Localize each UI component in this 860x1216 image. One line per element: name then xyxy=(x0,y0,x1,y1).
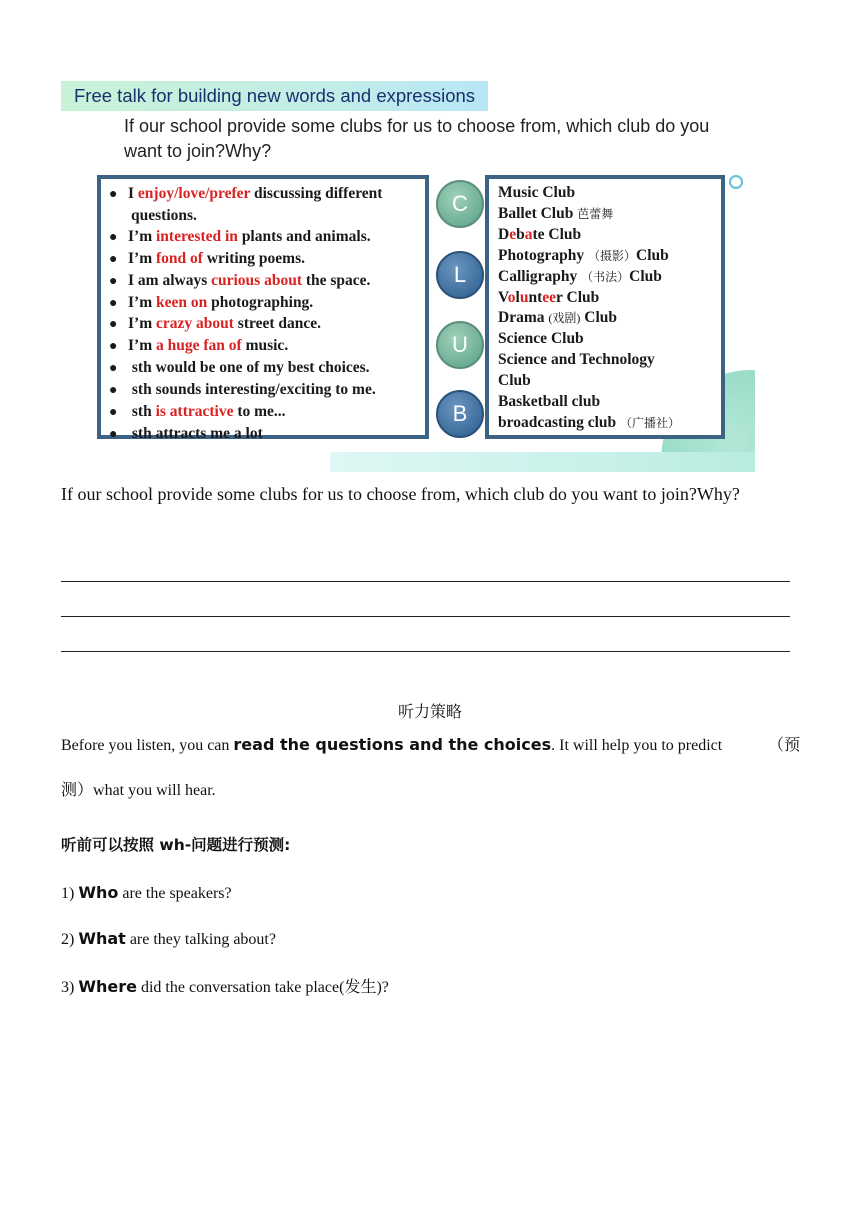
expression-segment: street dance. xyxy=(233,315,321,333)
club-segment: broadcasting club xyxy=(498,413,621,431)
club-segment: Calligraphy xyxy=(498,267,582,285)
bullet-icon: ● xyxy=(109,317,118,333)
expression-segment: sth would be one of my best choices. xyxy=(128,359,370,377)
intro-before: Before you listen, you can xyxy=(61,737,234,754)
item-number: 2) xyxy=(61,931,79,948)
bullet-icon: ● xyxy=(109,229,118,245)
item-keyword: Who xyxy=(78,883,119,902)
strategy-item-3 xyxy=(61,976,389,999)
expression-segment: the space. xyxy=(301,271,371,289)
club-name-line xyxy=(498,183,721,204)
club-letter-b: B xyxy=(436,390,484,438)
item-cn: 发生 xyxy=(344,977,377,996)
expression-segment: sth xyxy=(128,403,156,421)
expression-segment: fond of xyxy=(155,249,203,267)
expression-segment: enjoy/love/prefer xyxy=(137,185,251,202)
item-keyword: What xyxy=(78,929,126,948)
expression-segment: I’m xyxy=(128,227,156,245)
club-name-line xyxy=(498,288,721,309)
expression-segment: photographing. xyxy=(207,293,314,311)
expression-segment: interested in xyxy=(155,227,238,245)
decorative-band xyxy=(330,452,755,472)
strategy-item-1 xyxy=(61,882,232,905)
intro-cn-1: （预 xyxy=(767,735,800,754)
club-segment: D xyxy=(498,225,510,243)
expression-line xyxy=(109,206,425,227)
club-segment: Club xyxy=(636,246,669,264)
expression-line xyxy=(109,424,425,446)
club-segment: 芭蕾舞 xyxy=(577,206,614,221)
club-segment: Basketball club xyxy=(498,393,601,411)
club-segment: Science and Technology xyxy=(498,351,655,369)
expression-segment: crazy about xyxy=(155,315,234,333)
club-segment: te Club xyxy=(532,225,582,243)
expression-line xyxy=(109,380,425,402)
club-segment: Drama xyxy=(498,309,549,327)
bullet-icon: ● xyxy=(109,187,118,202)
intro-after: . It will help you to predict xyxy=(551,737,723,754)
expression-line xyxy=(109,314,425,336)
club-segment: （书法） xyxy=(581,269,630,284)
decorative-ring xyxy=(729,175,743,189)
club-segment: Science Club xyxy=(498,330,584,348)
club-slide-image xyxy=(61,80,755,472)
expression-segment: discussing different xyxy=(250,185,383,202)
expression-segment: writing poems. xyxy=(202,249,305,267)
intro-bold: read the questions and the choices xyxy=(233,735,552,754)
club-letter-u: U xyxy=(436,321,484,369)
club-segment: r Club xyxy=(556,288,600,306)
club-segment: u xyxy=(519,288,529,306)
club-segment: （广播社） xyxy=(620,415,681,430)
expression-line xyxy=(109,227,425,249)
bullet-icon: ● xyxy=(109,295,118,311)
strategy-item-2 xyxy=(61,928,276,951)
item-keyword: Where xyxy=(78,977,137,996)
club-segment: （摄影） xyxy=(588,248,637,263)
item-number: 3) xyxy=(61,979,79,996)
expression-segment: I’m xyxy=(128,315,156,333)
bullet-icon: ● xyxy=(109,361,118,377)
strategy-heading: 听力策略 xyxy=(397,702,462,721)
expression-line xyxy=(109,271,425,293)
expression-segment: plants and animals. xyxy=(237,227,371,245)
expression-line xyxy=(109,358,425,380)
answer-line-3[interactable] xyxy=(61,651,790,652)
club-name-line xyxy=(498,413,721,434)
expression-segment: I am always xyxy=(128,271,212,289)
club-segment: Music Club xyxy=(498,184,576,201)
club-segment: o xyxy=(507,288,516,306)
club-segment: Ballet Club xyxy=(498,204,578,222)
expression-line xyxy=(109,249,425,271)
club-segment: Club xyxy=(580,309,617,327)
slide-question: If our school provide some clubs for us to choose from, which club do you want to join?Why? xyxy=(124,116,710,161)
answer-line-1[interactable] xyxy=(61,581,790,582)
club-name-line xyxy=(498,371,721,392)
bullet-icon: ● xyxy=(109,405,118,421)
writing-question: If our school provide some clubs for us to choose from, which club do you want to join?Why? xyxy=(61,484,740,504)
expression-line xyxy=(109,184,425,206)
bullet-icon: ● xyxy=(109,339,118,355)
expression-segment: I’m xyxy=(128,337,156,355)
expression-segment: questions. xyxy=(131,206,197,224)
club-segment: Club xyxy=(498,372,531,390)
club-name-line xyxy=(498,225,721,246)
bullet-icon: ● xyxy=(109,426,118,442)
expression-segment: is attractive xyxy=(155,403,234,421)
intro-cn-2: 测） xyxy=(61,780,94,799)
strategy-subheading: 听前可以按照 wh-问题进行预测: xyxy=(61,836,291,854)
club-name-line xyxy=(498,267,721,288)
expression-segment: keen on xyxy=(155,293,208,311)
club-segment: (戏剧) xyxy=(548,311,581,326)
expression-line xyxy=(109,402,425,424)
bullet-icon: ● xyxy=(109,383,118,399)
item-text: are they talking about? xyxy=(125,931,276,948)
expression-line xyxy=(109,336,425,358)
club-name-line xyxy=(498,246,721,267)
expressions-box xyxy=(97,175,429,442)
club-name-line xyxy=(498,392,721,413)
club-letter-c: C xyxy=(436,180,484,228)
club-segment: b xyxy=(516,225,525,243)
club-name-line xyxy=(498,329,721,350)
club-list-box xyxy=(485,175,725,439)
expression-segment: I’m xyxy=(128,249,156,267)
expression-segment: sth sounds interesting/exciting to me. xyxy=(128,381,376,399)
bullet-icon: ● xyxy=(109,251,118,267)
club-letter-l: L xyxy=(436,251,484,299)
expression-segment: I xyxy=(128,185,138,202)
answer-line-2[interactable] xyxy=(61,616,790,617)
item-text: did the conversation take place( xyxy=(136,979,345,996)
club-segment: V xyxy=(498,288,508,306)
intro-end: what you will hear. xyxy=(93,782,216,799)
club-segment: ee xyxy=(542,288,557,306)
strategy-intro-line2 xyxy=(61,779,216,802)
expression-segment: to me... xyxy=(233,403,286,421)
club-segment: Photography xyxy=(498,246,588,264)
club-segment: nt xyxy=(528,288,543,306)
item-number: 1) xyxy=(61,885,79,902)
club-segment: Club xyxy=(629,267,662,285)
expression-segment: a huge fan of xyxy=(155,337,242,355)
club-name-line xyxy=(498,308,721,329)
expression-segment: sth attracts me a lot xyxy=(128,424,263,442)
item-text: are the speakers? xyxy=(118,885,232,902)
club-name-line xyxy=(498,204,721,225)
club-name-line xyxy=(498,350,721,371)
expression-segment: music. xyxy=(241,337,289,355)
expression-segment: I’m xyxy=(128,293,156,311)
expression-line xyxy=(109,293,425,315)
club-segment: l xyxy=(515,288,520,306)
item-end: )? xyxy=(376,979,389,996)
club-segment: e xyxy=(509,225,517,243)
slide-title: Free talk for building new words and expressions xyxy=(61,81,488,111)
strategy-intro xyxy=(61,734,800,757)
bullet-icon: ● xyxy=(109,273,118,289)
expression-segment: curious about xyxy=(211,271,302,289)
club-segment: a xyxy=(524,225,533,243)
